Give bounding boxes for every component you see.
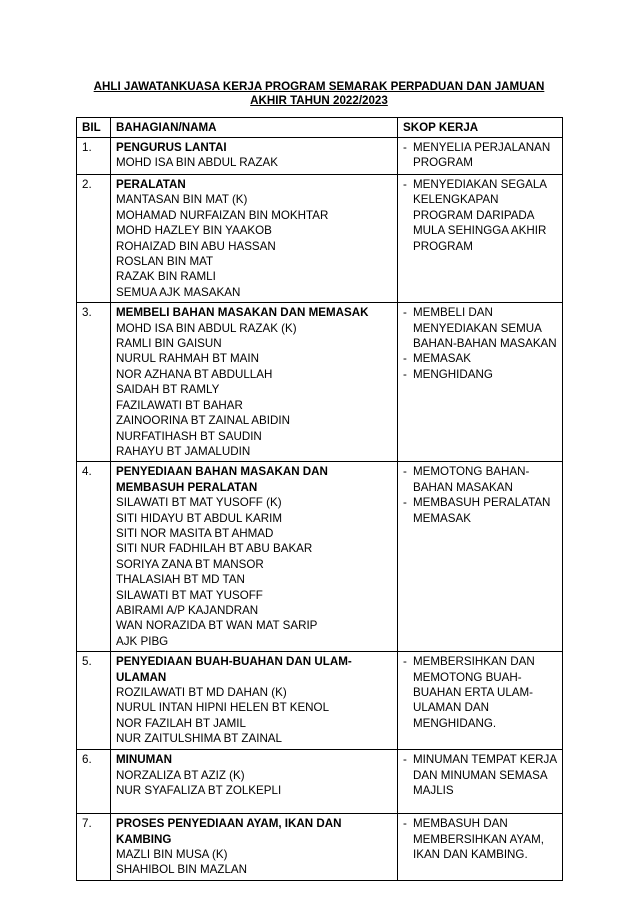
scope-item <box>403 140 557 171</box>
member-name: MOHAMAD NURFAIZAN BIN MOKHTAR <box>116 208 329 222</box>
header-skop-kerja: SKOP KERJA <box>398 118 563 138</box>
scope-text: MINUMAN TEMPAT KERJA DAN MINUMAN SEMASA MAJLIS <box>413 753 557 797</box>
header-bahagian-nama: BAHAGIAN/NAMA <box>111 118 398 138</box>
section-title: PENYEDIAAN BUAH-BUAHAN DAN ULAM- <box>116 655 352 669</box>
section-title: MEMBASUH PERALATAN <box>116 480 258 494</box>
member-name: SITI HIDAYU BT ABDUL KARIM <box>116 511 282 525</box>
member-name: MOHD ISA BIN ABDUL RAZAK (K) <box>116 321 297 335</box>
member-name: ROSLAN BIN MAT <box>116 255 214 269</box>
scope-text: MEMOTONG BAHAN-BAHAN MASAKAN <box>413 465 530 494</box>
section-cell <box>111 462 398 652</box>
scope-text: MEMBASUH DAN MEMBERSIHKAN AYAM, IKAN DAN KAMBING. <box>413 817 544 861</box>
member-name: ROZILAWATI BT MD DAHAN (K) <box>116 686 287 699</box>
header-bil: BIL <box>77 118 111 138</box>
scope-item <box>403 305 557 351</box>
member-name: NUR SYAFALIZA BT ZOLKEPLI <box>116 784 282 797</box>
member-name: NOR AZHANA BT ABDULLAH <box>116 367 273 381</box>
member-name: NUR ZAITULSHIMA BT ZAINAL <box>116 732 282 746</box>
member-name: MAZLI BIN MUSA (K) <box>116 848 228 861</box>
scope-item <box>403 367 557 382</box>
member-name: SAIDAH BT RAMLY <box>116 383 220 397</box>
dash-marker: - <box>403 655 407 669</box>
scope-item <box>403 177 557 254</box>
scope-cell <box>398 462 563 652</box>
row-number: 6. <box>77 750 111 814</box>
table-body <box>77 138 563 881</box>
member-name: THALASIAH BT MD TAN <box>116 573 245 587</box>
row-number: 4. <box>77 462 111 652</box>
scope-cell <box>398 138 563 175</box>
member-name: RAZAK BIN RAMLI <box>116 270 216 284</box>
scope-item <box>403 464 557 495</box>
table-row <box>77 462 563 652</box>
section-title: PROSES PENYEDIAAN AYAM, IKAN DAN <box>116 817 342 831</box>
row-number: 2. <box>77 175 111 303</box>
section-cell <box>111 175 398 303</box>
table-row <box>77 138 563 175</box>
member-name: NURUL RAHMAH BT MAIN <box>116 352 260 366</box>
scope-cell <box>398 750 563 814</box>
dash-marker: - <box>403 306 407 320</box>
row-number: 7. <box>77 814 111 881</box>
table-row <box>77 175 563 303</box>
section-cell <box>111 652 398 750</box>
scope-item <box>403 752 557 798</box>
section-cell <box>111 303 398 462</box>
table-row <box>77 652 563 750</box>
row-number: 1. <box>77 138 111 175</box>
scope-text: MEMASAK <box>413 352 471 366</box>
member-name: NURUL INTAN HIPNI HELEN BT KENOL <box>116 701 330 715</box>
scope-cell <box>398 175 563 303</box>
scope-cell <box>398 652 563 750</box>
scope-item <box>403 654 557 731</box>
section-title: MINUMAN <box>116 753 173 767</box>
dash-marker: - <box>403 465 407 479</box>
member-name: SILAWATI BT MAT YUSOFF (K) <box>116 496 282 510</box>
dash-marker: - <box>403 496 407 510</box>
member-name: RAHAYU BT JAMALUDIN <box>116 444 251 458</box>
table-header-row <box>77 118 563 138</box>
section-title: PENGURUS LANTAI <box>116 141 227 154</box>
member-name: WAN NORAZIDA BT WAN MAT SARIP <box>116 619 318 633</box>
member-name: MOHD ISA BIN ABDUL RAZAK <box>116 156 278 170</box>
member-name: SHAHIBOL BIN MAZLAN <box>116 863 247 877</box>
member-name: MANTASAN BIN MAT (K) <box>116 193 248 207</box>
scope-text: MENGHIDANG <box>413 367 493 381</box>
table-row <box>77 303 563 462</box>
scope-item <box>403 816 557 862</box>
scope-item <box>403 495 557 526</box>
member-name: NORZALIZA BT AZIZ (K) <box>116 768 245 782</box>
section-title: KAMBING <box>116 832 172 846</box>
member-name: ZAINOORINA BT ZAINAL ABIDIN <box>116 414 290 428</box>
dash-marker: - <box>403 141 407 154</box>
table-row <box>77 814 563 881</box>
member-name: FAZILAWATI BT BAHAR <box>116 398 243 412</box>
section-title: PERALATAN <box>116 178 186 191</box>
dash-marker: - <box>403 817 407 831</box>
dash-marker: - <box>403 753 407 767</box>
scope-text: MEMBELI DAN MENYEDIAKAN SEMUA BAHAN-BAHAN MASAKAN <box>413 306 557 351</box>
row-number: 3. <box>77 303 111 462</box>
scope-cell <box>398 303 563 462</box>
document-title-line-2: AKHIR TAHUN 2022/2023 <box>250 94 388 107</box>
member-name: ABIRAMI A/P KAJANDRAN <box>116 603 259 617</box>
scope-text: MENYELIA PERJALANAN PROGRAM <box>413 141 551 170</box>
member-name: SILAWATI BT MAT YUSOFF <box>116 588 263 602</box>
document-title-line-1: AHLI JAWATANKUASA KERJA PROGRAM SEMARAK PERPADUAN DAN JAMUAN <box>93 80 545 93</box>
member-name: MOHD HAZLEY BIN YAAKOB <box>116 224 272 238</box>
dash-marker: - <box>403 367 407 381</box>
member-name: NOR FAZILAH BT JAMIL <box>116 716 246 730</box>
section-cell <box>111 814 398 881</box>
section-title: ULAMAN <box>116 670 167 684</box>
member-name: AJK PIBG <box>116 634 169 648</box>
table-row <box>77 750 563 814</box>
member-name: SITI NUR FADHILAH BT ABU BAKAR <box>116 542 313 556</box>
scope-text: MENYEDIAKAN SEGALA KELENGKAPAN PROGRAM DARIPADA MULA SEHINGGA AKHIR PROGRAM <box>413 178 547 253</box>
scope-text: MEMBASUH PERALATAN MEMASAK <box>413 496 551 525</box>
member-name: SORIYA ZANA BT MANSOR <box>116 557 264 571</box>
section-cell <box>111 750 398 814</box>
member-name: NURFATIHASH BT SAUDIN <box>116 429 262 443</box>
member-name: SITI NOR MASITA BT AHMAD <box>116 526 274 540</box>
section-title: MEMBELI BAHAN MASAKAN DAN MEMASAK <box>116 306 369 320</box>
committee-table <box>76 117 563 881</box>
scope-text: MEMBERSIHKAN DAN MEMOTONG BUAH-BUAHAN ERTA ULAM-ULAMAN DAN MENGHIDANG. <box>413 655 535 730</box>
scope-item <box>403 351 557 366</box>
dash-marker: - <box>403 178 407 191</box>
section-title: PENYEDIAAN BAHAN MASAKAN DAN <box>116 465 328 479</box>
member-name: RAMLI BIN GAISUN <box>116 337 222 351</box>
section-cell <box>111 138 398 175</box>
member-name: SEMUA AJK MASAKAN <box>116 285 241 299</box>
row-number: 5. <box>77 652 111 750</box>
scope-cell <box>398 814 563 881</box>
dash-marker: - <box>403 352 407 366</box>
member-name: ROHAIZAD BIN ABU HASSAN <box>116 239 276 253</box>
